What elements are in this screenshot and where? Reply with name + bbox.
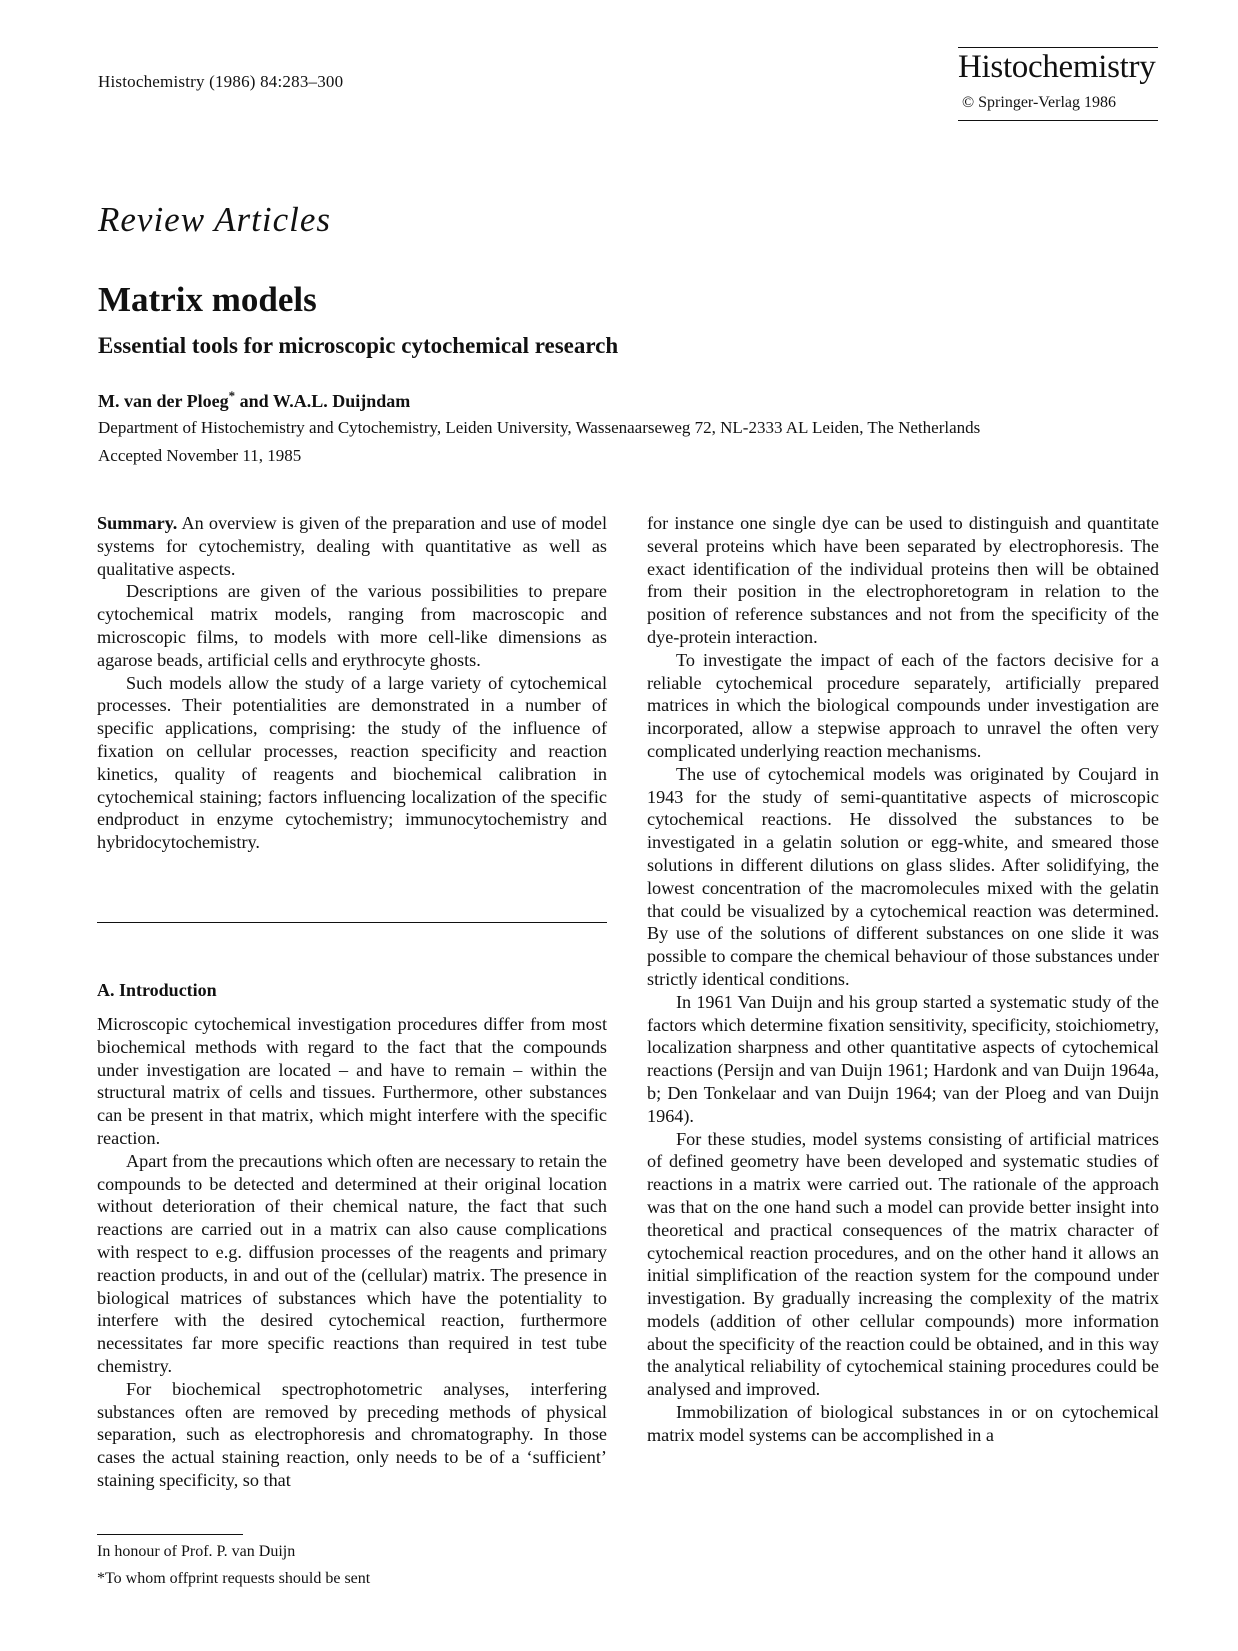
author-line bbox=[98, 388, 410, 412]
citation-line: Histochemistry (1986) 84:283–300 bbox=[98, 72, 344, 91]
author-mark: * bbox=[228, 388, 236, 403]
right-paragraph-3: The use of cytochemical models was originated by Coujard in 1943 for the study of semi-quantitative aspects of microscopic cytochemical reactions. He dissolved the substances to be investigated in a gelatin solution or egg-white, and smeared those solutions in different dilutions on glass slides. After solidifying, the lowest concentration of the macromolecules mixed with the gelatin that could be visualized by a cytochemical reaction was determined. By use of the solutions of different substances on one slide it was possible to compare the chemical behaviour of those substances under strictly identical conditions. bbox=[647, 763, 1159, 989]
affiliation: Department of Histochemistry and Cytochemistry, Leiden University, Wassenaarseweg 72, NL-2333 AL Leiden, The Netherlands bbox=[98, 418, 981, 437]
journal-rule-bottom bbox=[958, 120, 1158, 121]
right-paragraph-1: for instance one single dye can be used to distinguish and quantitate several proteins which have been separated by electrophoresis. The exact identification of the individual proteins then will be obtained from their position in the electrophoretogram in relation to the position of reference substances and not from the specificity of the dye-protein interaction. bbox=[647, 513, 1159, 647]
author-1: M. van der Ploeg bbox=[98, 391, 229, 411]
summary-label: Summary. bbox=[97, 513, 178, 533]
introduction-block bbox=[97, 1013, 607, 1492]
footnote-honour: In honour of Prof. P. van Duijn bbox=[97, 1543, 296, 1560]
journal-name: Histochemistry bbox=[958, 49, 1156, 85]
summary-paragraph-3: Such models allow the study of a large variety of cytochemical processes. Their potentialities are demonstrated in a number of specific applications, comprising: the study of the influence of fixation on cellular processes, reaction specificity and reaction kinetics, quality of reagents and biochemical calibration in cytochemical staining; factors influencing localization of the specific endproduct in enzyme cytochemistry; immunocytochemistry and hybridocytochemistry. bbox=[97, 672, 607, 853]
article-title: Matrix models bbox=[98, 280, 317, 319]
intro-paragraph-2: Apart from the precautions which often are necessary to retain the compounds to be detected and determined at their original location without deterioration of their chemical nature, the fact that such reactions are carried out in a matrix can also cause complications with respect to e.g. diffusion processes of the reagents and primary reaction products, in and out of the (cellular) matrix. The presence in biological matrices of substances which have the potentiality to interfere with the desired cytochemical reaction, furthermore necessitates far more specific reactions than required in test tube chemistry. bbox=[97, 1150, 607, 1376]
summary-block bbox=[97, 512, 607, 854]
accepted-date: Accepted November 11, 1985 bbox=[98, 446, 302, 465]
summary-paragraph-2: Descriptions are given of the various possibilities to prepare cytochemical matrix models, ranging from macroscopic and microscopic films, to models with more cell-like dimensions as agarose beads, artificial cells and erythrocyte ghosts. bbox=[97, 581, 607, 670]
summary-text-1: An overview is given of the preparation and use of model systems for cytochemistry, dealing with quantitative as well as qualitative aspects. bbox=[97, 513, 607, 579]
right-paragraph-2: To investigate the impact of each of the factors decisive for a reliable cytochemical procedure separately, artificially prepared matrices in which the biological compounds under investigation are incorporated, allow a stepwise approach to unravel the often very complicated underlying reaction mechanisms. bbox=[647, 649, 1159, 761]
intro-paragraph-3: For biochemical spectrophotometric analyses, interfering substances often are removed by preceding methods of physical separation, such as electrophoresis and chromatography. In those cases the actual staining reaction, only needs to be of a ‘sufficient’ staining specificity, so that bbox=[97, 1378, 607, 1490]
intro-paragraph-1: Microscopic cytochemical investigation procedures differ from most biochemical methods with regard to the fact that the compounds under investigation are located – and have to remain – within the structural matrix of cells and tissues. Furthermore, other substances can be present in that matrix, which might interfere with the specific reaction. bbox=[97, 1014, 607, 1148]
right-paragraph-5: For these studies, model systems consisting of artificial matrices of defined geometry have been developed and systematic studies of reactions in a matrix were carried out. The rationale of the approach was that on the one hand such a model can provide better insight into theoretical and practical consequences of the matrix character of cytochemical reaction procedures, and on the other hand it allows an initial simplification of the reaction system for the compound under investigation. By gradually increasing the complexity of the matrix models (addition of other cellular compounds) more information about the specificity of the reaction could be obtained, and in this way the analytical reliability of cytochemical staining procedures could be analysed and improved. bbox=[647, 1128, 1159, 1400]
right-paragraph-4: In 1961 Van Duijn and his group started a systematic study of the factors which determine fixation sensitivity, specificity, stoichiometry, localization sharpness and other quantitative aspects of cytochemical reactions (Persijn and van Duijn 1961; Hardonk and van Duijn 1964a, b; Den Tonkelaar and van Duijn 1964; van der Ploeg and van Duijn 1964). bbox=[647, 991, 1159, 1126]
right-column bbox=[647, 512, 1159, 1447]
section-kind: Review Articles bbox=[98, 200, 332, 239]
article-subtitle: Essential tools for microscopic cytochemical research bbox=[98, 333, 619, 358]
copyright-line: © Springer-Verlag 1986 bbox=[962, 94, 1117, 111]
summary-divider bbox=[97, 922, 607, 923]
right-paragraph-6: Immobilization of biological substances in or on cytochemical matrix model systems can be accomplished in a bbox=[647, 1402, 1159, 1445]
footnote-divider bbox=[97, 1534, 243, 1535]
section-heading: A. Introduction bbox=[97, 980, 217, 1000]
footnote-offprint: *To whom offprint requests should be sent bbox=[97, 1570, 371, 1587]
author-2: and W.A.L. Duijndam bbox=[235, 391, 411, 411]
summary-paragraph-1 bbox=[97, 512, 607, 580]
